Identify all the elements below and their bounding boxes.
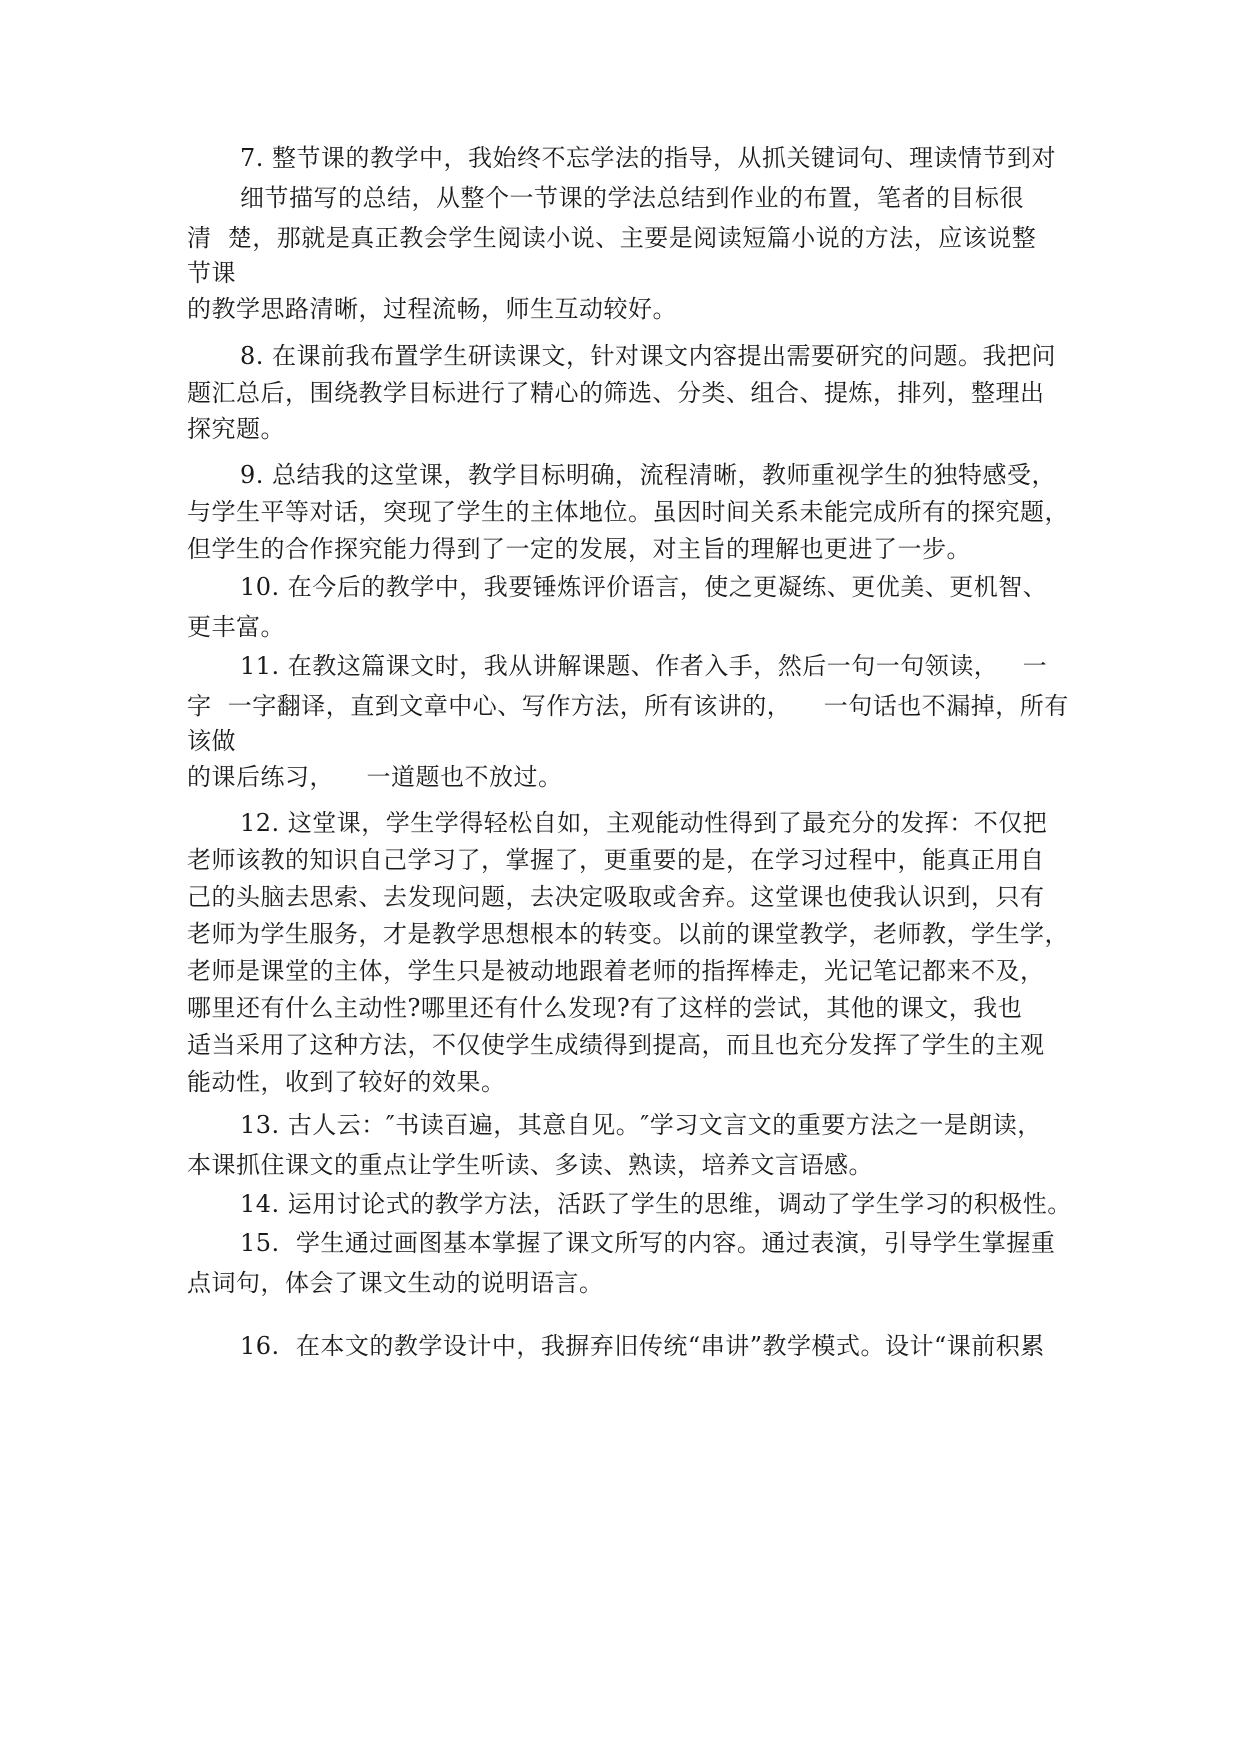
text-line: 老师该教的知识自己学习了，掌握了，更重要的是，在学习过程中，能真正用自 bbox=[187, 846, 1045, 874]
text-line: 细节描写的总结，从整个一节课的学法总结到作业的布置，笔者的目标很 bbox=[240, 184, 1024, 212]
text-line: 的教学思路清晰，过程流畅，师生互动较好。 bbox=[187, 295, 677, 323]
text-line: 15. 学生通过画图基本掌握了课文所写的内容。通过表演，引导学生掌握重 bbox=[240, 1229, 1056, 1257]
text-line: 10. 在今后的教学中，我要锤炼评价语言，使之更凝练、更优美、更机智、 bbox=[240, 573, 1048, 601]
text-line: 12. 这堂课，学生学得轻松自如，主观能动性得到了最充分的发挥：不仅把 bbox=[240, 809, 1048, 837]
text-line: 字 一字翻译，直到文章中心、写作方法，所有该讲的， 一句话也不漏掉，所有 bbox=[187, 692, 1069, 720]
text-line: 14. 运用讨论式的教学方法，活跃了学生的思维，调动了学生学习的积极性。 bbox=[240, 1190, 1072, 1218]
text-line: 节课 bbox=[187, 259, 236, 287]
text-line: 9. 总结我的这堂课，教学目标明确，流程清晰，教师重视学生的独特感受， bbox=[240, 461, 1057, 489]
text-line: 8. 在课前我布置学生研读课文，针对课文内容提出需要研究的问题。我把问 bbox=[240, 342, 1057, 370]
text-line: 己的头脑去思索、去发现问题，去决定吸取或舍弃。这堂课也使我认识到，只有 bbox=[187, 883, 1045, 911]
text-line: 能动性，收到了较好的效果。 bbox=[187, 1068, 506, 1096]
text-line: 与学生平等对话，突现了学生的主体地位。虽因时间关系未能完成所有的探究题， bbox=[187, 498, 1069, 526]
text-line: 适当采用了这种方法，不仅使学生成绩得到提高，而且也充分发挥了学生的主观 bbox=[187, 1031, 1045, 1059]
text-line: 本课抓住课文的重点让学生听读、多读、熟读，培养文言语感。 bbox=[187, 1151, 873, 1179]
text-line: 老师是课堂的主体，学生只是被动地跟着老师的指挥棒走，光记笔记都来不及， bbox=[187, 957, 1045, 985]
text-line: 题汇总后，围绕教学目标进行了精心的筛选、分类、组合、提炼，排列，整理出 bbox=[187, 379, 1045, 407]
text-line: 但学生的合作探究能力得到了一定的发展，对主旨的理解也更进了一步。 bbox=[187, 535, 971, 563]
text-line: 13. 古人云：″书读百遍，其意自见。″学习文言文的重要方法之一是朗读， bbox=[240, 1111, 1042, 1139]
text-line: 清 楚，那就是真正教会学生阅读小说、主要是阅读短篇小说的方法，应该说整 bbox=[187, 224, 1037, 252]
text-line: 更丰富。 bbox=[187, 613, 285, 641]
text-line: 该做 bbox=[187, 727, 236, 755]
text-line: 16. 在本文的教学设计中，我摒弃旧传统“串讲”教学模式。设计“课前积累 bbox=[240, 1332, 1045, 1360]
text-line: 7. 整节课的教学中，我始终不忘学法的指导，从抓关键词句、理读情节到对 bbox=[240, 144, 1057, 172]
text-line: 11. 在教这篇课文时，我从讲解课题、作者入手，然后一句一句领读， 一 bbox=[240, 652, 1048, 680]
text-line: 老师为学生服务，才是教学思想根本的转变。以前的课堂教学，老师教，学生学， bbox=[187, 920, 1069, 948]
text-line: 探究题。 bbox=[187, 415, 285, 443]
text-line: 哪里还有什么主动性?哪里还有什么发现?有了这样的尝试，其他的课文，我也 bbox=[187, 994, 1023, 1022]
text-line: 的课后练习， 一道题也不放过。 bbox=[187, 763, 563, 791]
text-line: 点词句，体会了课文生动的说明语言。 bbox=[187, 1269, 604, 1297]
